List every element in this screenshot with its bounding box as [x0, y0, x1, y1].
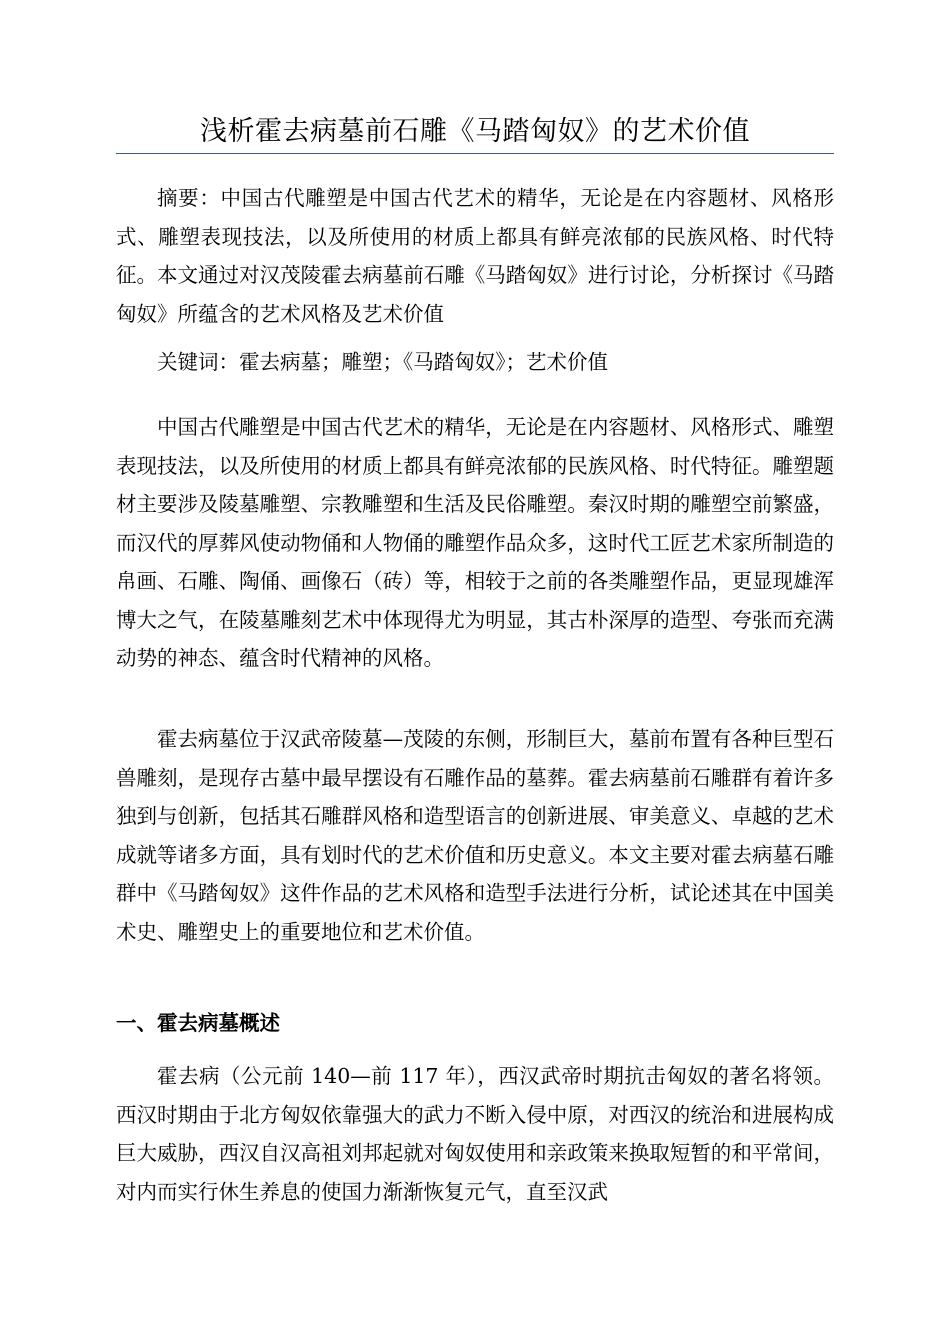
body-paragraph-1: 中国古代雕塑是中国古代艺术的精华，无论是在内容题材、风格形式、雕塑表现技法，以及所使用的材质上都具有鲜亮浓郁的民族风格、时代特征。雕塑题材主要涉及陵墓雕塑、宗教雕塑和生活及民俗雕塑。秦汉时期的雕塑空前繁盛，而汉代的厚葬风使动物俑和人物俑的雕塑作品众多，这时代工匠艺术家所制造的帛画、石雕、陶俑、画像石（砖）等，相较于之前的各类雕塑作品，更显现雄浑博大之气，在陵墓雕刻艺术中体现得尤为明显，其古朴深厚的造型、夸张而充满动势的神态、蕴含时代精神的风格。: [116, 415, 834, 670]
keywords-line: 关键词：霍去病墓；雕塑；《马踏匈奴》；艺术价值: [157, 350, 608, 374]
body-paragraph-2: 霍去病墓位于汉武帝陵墓—茂陵的东侧，形制巨大，墓前布置有各种巨型石兽雕刻，是现存古墓中最早摆设有石雕作品的墓葬。霍去病墓前石雕群有着许多独到与创新，包括其石雕群风格和造型语言的创新进展、审美意义、卓越的艺术成就等诸多方面，具有划时代的艺术价值和历史意义。本文主要对霍去病墓石雕群中《马踏匈奴》这件作品的艺术风格和造型手法进行分析，试论述其在中国美术史、雕塑史上的重要地位和艺术价值。: [116, 727, 834, 944]
title-underline: [116, 153, 834, 154]
section-heading: 一、霍去病墓概述: [116, 1011, 280, 1035]
abstract-paragraph: 摘要：中国古代雕塑是中国古代艺术的精华，无论是在内容题材、风格形式、雕塑表现技法，以及所使用的材质上都具有鲜亮浓郁的民族风格、时代特征。本文通过对汉茂陵霍去病墓前石雕《马踏匈奴》进行讨论，分析探讨《马踏匈奴》所蕴含的艺术风格及艺术价值: [116, 186, 834, 326]
body-paragraph-3: 霍去病（公元前 140—前 117 年），西汉武帝时期抗击匈奴的著名将领。西汉时期由于北方匈奴依靠强大的武力不断入侵中原，对西汉的统治和进展构成巨大威胁，西汉自汉高祖刘邦起就对匈奴使用和亲政策来换取短暂的和平常间，对内而实行休生养息的使国力渐渐恢复元气，直至汉武: [116, 1064, 834, 1204]
document-title: 浅析霍去病墓前石雕《马踏匈奴》的艺术价值: [200, 116, 750, 147]
